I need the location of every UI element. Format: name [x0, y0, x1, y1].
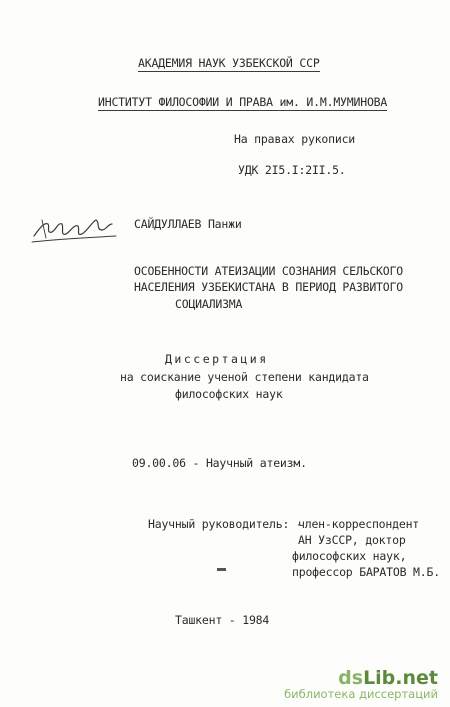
specialty-code: 09.00.06 - Научный атеизм.	[132, 456, 307, 470]
dslib-logo-part-2: Lib.net	[363, 667, 438, 689]
title-line-2: НАСЕЛЕНИЯ УЗБЕКИСТАНА В ПЕРИОД РАЗВИТОГО	[134, 280, 403, 294]
dslib-watermark	[284, 667, 438, 701]
manuscript-note: На правах рукописи	[234, 132, 356, 146]
supervisor-line-4: профессор БАРАТОВ М.Б.	[292, 565, 440, 579]
supervisor-line-3: философских наук,	[292, 549, 407, 563]
title-line-3: СОЦИАЛИЗМА	[175, 297, 243, 311]
handwritten-signature	[30, 214, 120, 246]
institute-heading: ИНСТИТУТ ФИЛОСОФИИ И ПРАВА им. И.М.МУМИНОВА	[98, 95, 388, 109]
dissertation-label: Диссертация	[165, 352, 269, 366]
dslib-subtitle: библиотека диссертаций	[284, 687, 438, 701]
academy-heading: АКАДЕМИЯ НАУК УЗБЕКСКОЙ ССР	[138, 56, 320, 70]
place-year: Ташкент - 1984	[175, 613, 270, 627]
supervisor-line-2: АН УзССР, доктор	[298, 533, 406, 547]
title-line-1: ОСОБЕННОСТИ АТЕИЗАЦИИ СОЗНАНИЯ СЕЛЬСКОГО	[134, 264, 403, 278]
udc-code: УДК 2I5.I:2II.5.	[238, 163, 346, 177]
dslib-logo-part-1: ds	[338, 667, 364, 689]
ink-mark	[217, 568, 226, 571]
degree-purpose-line-2: философских наук	[175, 387, 283, 401]
author-name: САЙДУЛЛАЕВ Панжи	[134, 217, 242, 231]
degree-purpose-line-1: на соискание ученой степени кандидата	[120, 370, 369, 384]
dslib-logo	[284, 667, 438, 689]
supervisor-label: Научный руководитель: -	[148, 517, 303, 531]
supervisor-line-1: член-корреспондент	[298, 517, 420, 531]
